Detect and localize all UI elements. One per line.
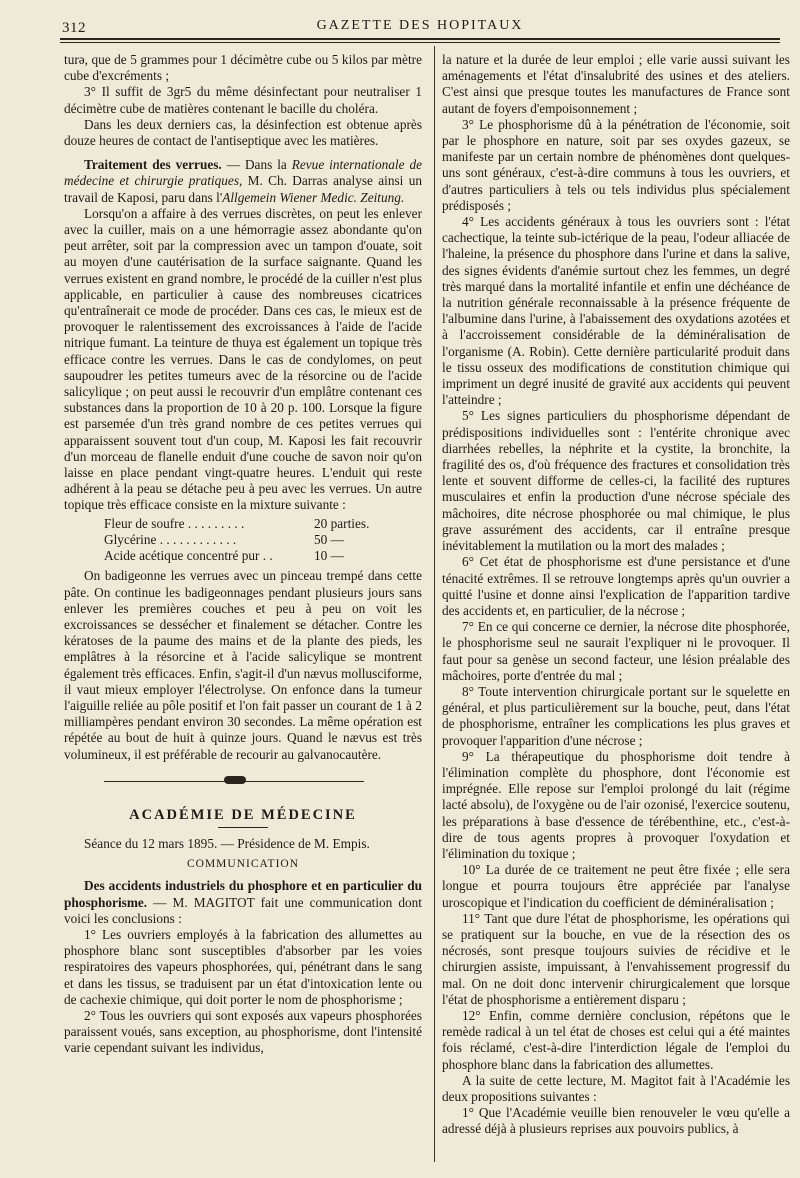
ingredient-quantity: 50 — [314, 531, 344, 547]
short-rule [218, 827, 268, 828]
session-line: Séance du 12 mars 1895. — Présidence de M. Empis. [84, 835, 370, 851]
paragraph: 6° Cet état de phosphorisme est d'une persistance et d'une ténacité extrêmes. Il se retrouve longtemps après qu'un ouvrier a quitté l'usine et donne ainsi l'explication de l'apparition tardive des accidents et, en particulier, de la nécrose ; [442, 554, 790, 618]
formula-table [104, 516, 422, 565]
paragraph: 8° Toute intervention chirurgicale portant sur le squelette en général, et plus particulièrement sur la bouche, peut, dans l'état de phosphorisme, entraîner les complications les plus graves et provoquer l'apparition d'une nécrose ; [442, 683, 790, 748]
right-column [442, 52, 790, 1138]
text-span: , M. Ch. Darras analyse ainsi un travail de Kaposi, paru dans l' [64, 173, 423, 205]
ingredient-quantity: 10 — [314, 548, 344, 564]
formula-row [104, 532, 422, 548]
paragraph: Dans les deux derniers cas, la désinfection est obtenue après douze heures de contact de l'antiseptique avec les matières. [64, 116, 422, 149]
paragraph: turə, que de 5 grammes pour 1 décimètre cube ou 5 kilos par mètre cube d'excréments ; [64, 52, 422, 84]
paragraph: 7° En ce qui concerne ce dernier, la nécrose dite phosphorée, le phosphorisme seul ne saurait l'expliquer ni le provoquer. Il faut pour sa genèse un second facteur, une lésion préalable des mâchoires, porte d'entrée du mal ; [442, 619, 790, 683]
ingredient-name: Fleur de soufre . . . . . . . . . [104, 515, 245, 531]
paragraph: 1° Que l'Académie veuille bien renouveler le vœu qu'elle a adressé déjà à plusieurs reprises aux pouvoirs publics, à [442, 1105, 790, 1137]
paragraph: 2° Tous les ouvriers qui sont exposés aux vapeurs phosphorées paraissent voués, sans exception, au phosphorisme, dont l'intensité varie cependant suivant les individus, [64, 1007, 422, 1056]
paragraph: A la suite de cette lecture, M. Magitot fait à l'Académie les deux propositions suivantes : [442, 1072, 790, 1104]
ornament-dot [224, 776, 246, 784]
ingredient-name: Glycérine . . . . . . . . . . . . [104, 531, 237, 547]
paragraph: Lorsqu'on a affaire à des verrues discrètes, on peut les enlever avec la cuiller, mais on a une hémorragie assez abondante qu'on peut arrêter, soit par la compression avec un tampon d'ouate, soit au moyen d'une cautérisation de la surface saignante. Quand les verrues existent en grand nombre, le procédé de la cuiller n'est plus applicable, en particulier à cause des nombreuses cicatrices qu'entraînerait ce mode de procéder. Dans ces cas, le mieux est de provoquer le ralentissement des excroissances à l'aide de l'acide nitrique fumant. La teinture de thuya est également un topique très efficace contre les verrues. Dans le cas de condylomes, on peut saupoudrer les petites tumeurs avec de la résorcine ou de l'acide salicylique ; on peut aussi le recouvrir d'un emplâtre contenant ces substances dans la proportion de 10 à 20 p. 100. Lorsque la figure est parsemée d'un très grand nombre de ces petites verrues qui apparaissent souvent tout d'un coup, M. Kaposi les fait recouvrir d'un morceau de flanelle enduit d'une couche de savon noir qu'on laisse en place pendant vingt-quatre heures. L'enduit qui reste adhérent à la peau se détache peu à peu avec les verrues. Un autre topique très efficace consiste en la mixture suivante : [64, 205, 422, 513]
paragraph: 4° Les accidents généraux à tous les ouvriers sont : l'état cachectique, la teinte sub-ictérique de la peau, l'odeur alliacée de l'haleine, la présence du phosphore dans l'urine et dans la salive, des signes évidents d'anémie surtout chez les femmes, un degré très marqué dans la mortalité infantile et enfin une déchéance de la nutrition générale reconnaissable à la présence fréquente de l'albumine dans l'urine, à l'abaissement des oxydations azotées et à l'accroissement considérable de la déminéralisation de l'organisme (A. Robin). Cette dernière particularité produit dans le tissu osseux des modifications de constitution chimique qui impriment un degré inusité de gravité aux accidents qui peuvent l'atteindre ; [442, 214, 790, 408]
paragraph: la nature et la durée de leur emploi ; elle varie aussi suivant les aménagements et l'état d'insalubrité des usines et des ateliers. C'est ainsi que presque toutes les manufactures de France sont autant de foyers d'empoisonnement ; [442, 52, 790, 116]
formula-row [104, 516, 422, 532]
section-ornament [64, 773, 422, 791]
paragraph: 5° Les signes particuliers du phosphorisme dépendant de prédispositions individuelles sont : l'entérite chronique avec diarrhées rebelles, la néphrite et la cystite, la bronchite, la fragilité des os, d'où fréquence des fractures et consolidation très lente et souvent difforme de celles-ci, la facilité des ruptures musculaires et enfin la production d'une nécrose spéciale des mâchoires, dite nécrose phosphorée ou mal chimique, le plus grave assurément des accidents, car il entraîne presque inévitablement la mutilation ou la mort des malades ; [442, 408, 790, 554]
paragraph: On badigeonne les verrues avec un pinceau trempé dans cette pâte. On continue les badigeonnages pendant plusieurs jours sans enlever les premières couches et peu à peu on voit les excroissances se dessécher et finalement se détacher. Contre les kératoses de la paume des mains et de la plante des pieds, les emplâtres à la résorcine et à l'acide salicylique se montrent également très efficaces. Enfin, s'agit-il d'un nævus mollusciforme, il vaut mieux employer l'électrolyse. On enfonce dans la tumeur l'aiguille reliée au pôle positif et l'on fait passer un courant de 1 à 2 milliampères pendant environ 30 secondes. La même opération est répétée au bout de huit à quinze jours. Quand le nævus est très volumineux, il est préférable de recourir au galvanocautère. [64, 568, 422, 762]
header-rule [60, 38, 780, 43]
formula-row [104, 548, 422, 564]
journal-reference: Revue internationale de médecine et chirurgie pratiques [64, 157, 422, 189]
text-span: — M. MAGITOT fait une communication dont voici les conclusions : [64, 894, 422, 926]
page-header [60, 10, 780, 40]
article-intro [64, 157, 422, 206]
communication-intro [64, 878, 422, 927]
journal-title: GAZETTE DES HOPITAUX [316, 18, 524, 33]
paragraph: 9° La thérapeutique du phosphorisme doit tendre à l'élimination complète du phosphore, dont l'économie est imprégnée. Elle repose sur l'emploi prolongé du lait (régime lacté absolu), de l'oxygène ou de l'air ozonisé, l'exercice soutenu, les préparations à base d'essence de térébenthine, etc., c'est-à-dire de tous agents propres à provoquer l'oxydation et l'élimination du toxique ; [442, 748, 790, 861]
paragraph: 3° Le phosphorisme dû à la pénétration de l'économie, soit par le phosphore en nature, soit par ses oxydes gazeux, se manifeste par un certain nombre de phénomènes dont quelques-uns sont généraux, c'est-à-dire communs à tous les ouvriers, et d'autres particuliers à tels ou tels individus plus spécialement prédisposés ; [442, 116, 790, 213]
column-divider [434, 46, 435, 1162]
subsection-title: COMMUNICATION [186, 858, 300, 871]
text-span: — Dans la [221, 157, 292, 173]
left-column [64, 52, 422, 1057]
paragraph: 11° Tant que dure l'état de phosphorisme, les opérations qui se pratiquent sur la bouche, en vue de la résection des os nécrosés, sont presque toujours suivies de récidive et le chirurgien assiste, impuissant, à l'envahissement progressif du mal. On ne doit donc intervenir chirurgicalement que lorsque l'état de phosphorisme a entièrement disparu ; [442, 910, 790, 1007]
ingredient-quantity: 20 parties. [314, 515, 370, 531]
paragraph: 3° Il suffit de 3gr5 du même désinfectant pour neutraliser 1 décimètre cube de matières contenant le bacille du choléra. [64, 84, 422, 116]
section-title: ACADÉMIE DE MÉDECINE [129, 806, 357, 823]
article-heading: Traitement des verrues. [84, 157, 222, 173]
ingredient-name: Acide acétique concentré pur . . [104, 548, 273, 564]
paragraph: 10° La durée de ce traitement ne peut être fixée ; elle sera longue et pourra toujours être appréciée par l'analyse uroscopique et l'indication du coefficient de déminéralisation ; [442, 862, 790, 910]
paragraph: 12° Enfin, comme dernière conclusion, répétons que le remède radical à un tel état de choses est celui qui a été maintes fois réclamé, c'est-à-dire l'interdiction légale de l'emploi du phosphore blanc dans la fabrication des allumettes. [442, 1007, 790, 1072]
communication-heading: Des accidents industriels du phosphore et en particulier du phosphorisme. [64, 878, 422, 910]
page-number: 312 [62, 20, 86, 36]
paragraph: 1° Les ouvriers employés à la fabrication des allumettes au phosphore blanc sont susceptibles d'absorber par les voies respiratoires des vapeurs phosphorées, qui, pénétrant dans le sang et dans les tissus, se traduisent par un état d'intoxication lente ou de cachexie chimique, qui doit porter le nom de phosphorisme ; [64, 926, 422, 1007]
journal-reference: Allgemein Wiener Medic. Zeitung. [222, 189, 405, 205]
